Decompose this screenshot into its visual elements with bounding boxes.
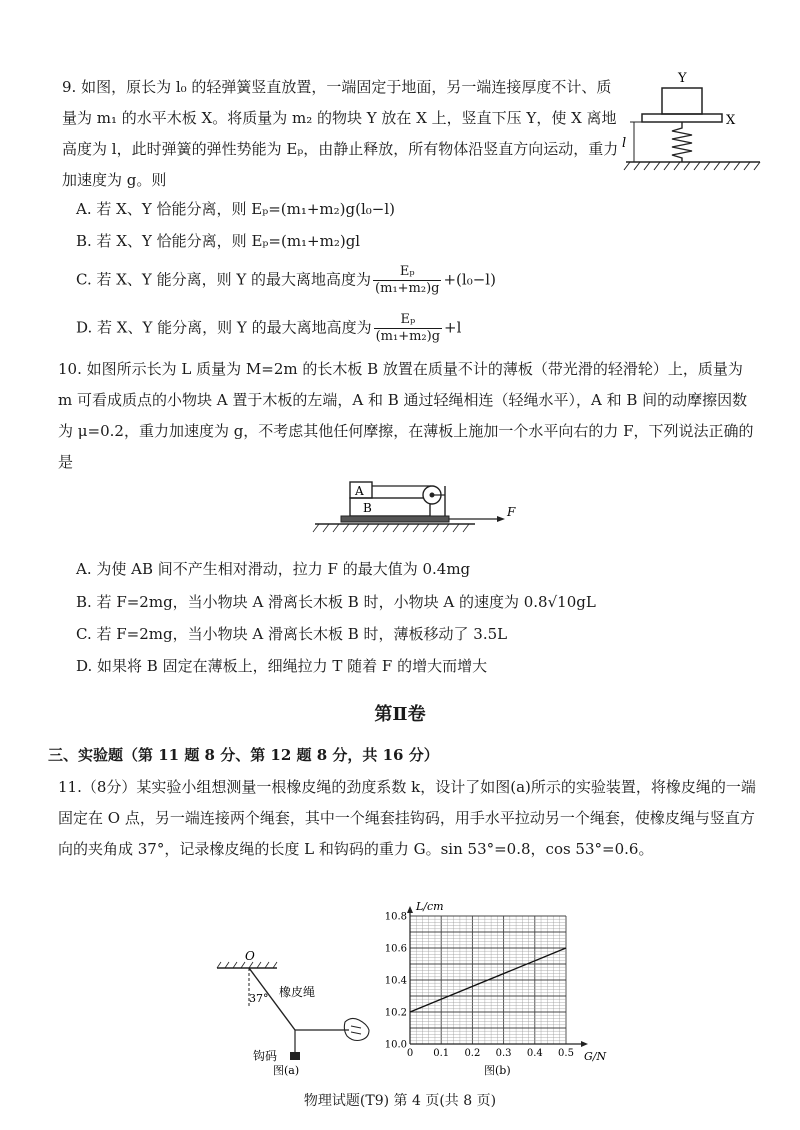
q10-label-a: A: [355, 484, 364, 498]
q10-label-b: B: [363, 501, 372, 515]
chart-ticks: [385, 912, 574, 1060]
q10-stem: [58, 354, 758, 478]
section3-heading: 三、实验题（第 11 题 8 分、第 12 题 8 分，共 16 分）: [48, 746, 439, 764]
q9-option-c: [76, 264, 496, 297]
q9-option-d-pre: D. 若 X、Y 能分离，则 Y 的最大离地高度为: [76, 318, 372, 337]
x-tick-label: 0.4: [526, 1048, 543, 1059]
page-footer: 物理试题(T9) 第 4 页(共 8 页): [303, 1093, 497, 1109]
y-tick-label: 10.2: [384, 1007, 407, 1019]
weight-icon: [290, 1052, 300, 1060]
q9-option-b: B. 若 X、Y 恰能分离，则 Eₚ=(m₁+m₂)gl: [76, 232, 361, 250]
q10-option-b: B. 若 F=2mg，当小物块 A 滑离长木板 B 时，小物块 A 的速度为 0.8√10gL: [76, 593, 596, 611]
fig-b-caption: 图(b): [484, 1064, 511, 1077]
x-tick-label: 0: [406, 1048, 414, 1059]
q11-text: 11.（8分）某实验小组想测量一根橡皮绳的劲度系数 k，设计了如图(a)所示的实验装置，将橡皮绳的一端固定在 O 点，另一端连接两个绳套，其中一个绳套挂钩码，用手水平拉动另一个绳套，使橡皮绳与竖直方向的夹角成 37°，记录橡皮绳的长度 L 和钩码的重力 G。sin 53°=0.8，cos 53°=0.6。: [58, 778, 756, 858]
frac-numerator: Eₚ: [373, 264, 441, 281]
angle-label: 37°: [249, 992, 269, 1005]
x-axis-arrow: [581, 1041, 588, 1047]
frac-numerator: Eₚ: [374, 312, 442, 329]
y-axis-arrow: [407, 906, 413, 913]
floor-hatch: [313, 524, 469, 532]
q11-figure-a: [205, 948, 385, 1078]
thin-plate: [341, 516, 449, 522]
q9-stem: [62, 72, 622, 196]
y-tick-label: 10.8: [384, 911, 407, 923]
q11-stem: [58, 772, 758, 865]
q10-figure: [305, 476, 525, 538]
q10-text: 10. 如图所示长为 L 质量为 M=2m 的长木板 B 放置在质量不计的薄板（带光滑的轻滑轮）上，质量为 m 可看成质点的小物块 A 置于木板的左端，A 和 B 通过轻绳相连（轻绳水平），A 和 B 间的动摩擦因数为 μ=0.2，重力加速度为 g，不考虑其他任何摩擦，在薄板上施加一个水平向右的力 F，下列说法正确的是: [58, 360, 754, 471]
q10-option-d: D. 如果将 B 固定在薄板上，细绳拉力 T 随着 F 的增大而增大: [76, 657, 488, 675]
x-tick-label: 0.2: [464, 1048, 481, 1059]
q9-option-d: [76, 312, 461, 345]
q9-figure: [620, 70, 770, 180]
y-tick-label: 10.0: [384, 1039, 407, 1051]
q10-option-a: A. 为使 AB 间不产生相对滑动，拉力 F 的最大值为 0.4mg: [76, 560, 471, 578]
q9-option-c-post: +(l₀−l): [443, 270, 496, 289]
q11-chart: [372, 900, 612, 1078]
frac-denominator: (m₁+m₂)g: [375, 281, 440, 296]
x-tick-label: 0.3: [495, 1048, 512, 1059]
force-arrowhead: [497, 516, 505, 522]
q10-option-c: C. 若 F=2mg，当小物块 A 滑离长木板 B 时，薄板移动了 3.5L: [76, 625, 508, 643]
rope-label: 橡皮绳: [279, 985, 316, 999]
block-y: [662, 88, 702, 114]
q9-label-x: X: [726, 113, 736, 128]
point-o-label: O: [245, 949, 255, 963]
q9-text: 9. 如图，原长为 l₀ 的轻弹簧竖直放置，一端固定于地面，另一端连接厚度不计、质量为 m₁ 的水平木板 X。将质量为 m₂ 的物块 Y 放在 X 上，竖直下压 Y，使 X 离地高度为 l，此时弹簧的弹性势能为 Eₚ，由静止释放，所有物体沿竖直方向运动，重力加速度为 g。则: [62, 78, 619, 189]
q9-option-d-fraction: [374, 312, 442, 345]
frac-denominator: (m₁+m₂)g: [375, 329, 441, 344]
fig-a-caption: 图(a): [273, 1064, 300, 1077]
y-tick-label: 10.4: [384, 975, 407, 987]
chart-xlabel: G/N: [584, 1050, 607, 1063]
chart-ylabel: L/cm: [416, 900, 444, 913]
part2-title: 第Ⅱ卷: [374, 704, 426, 725]
q10-label-f: F: [507, 505, 516, 519]
plank-x: [642, 114, 722, 122]
q9-label-l: l: [622, 136, 627, 151]
x-tick-label: 0.1: [433, 1048, 450, 1059]
weight-label: 钩码: [253, 1049, 278, 1063]
q9-option-a: A. 若 X、Y 恰能分离，则 Eₚ=(m₁+m₂)g(l₀−l): [76, 200, 395, 218]
y-tick-label: 10.6: [384, 943, 407, 955]
q9-label-y: Y: [678, 71, 687, 86]
board-b: [350, 498, 430, 516]
x-tick-label: 0.5: [558, 1048, 574, 1059]
q9-option-c-pre: C. 若 X、Y 能分离，则 Y 的最大离地高度为: [76, 270, 372, 289]
q9-option-c-fraction: [373, 264, 441, 297]
spring: [672, 122, 692, 162]
ground-hatch: [624, 162, 760, 170]
q9-option-d-post: +l: [444, 318, 462, 337]
